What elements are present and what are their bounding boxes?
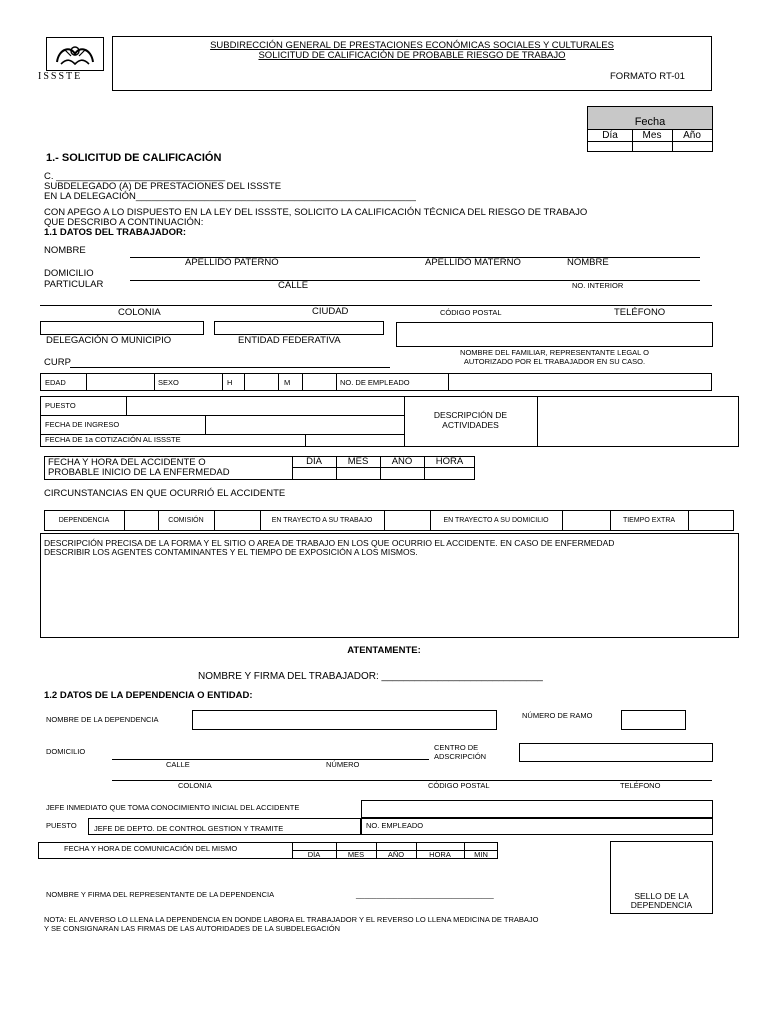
accidente-dia-label: DÍA <box>306 456 322 467</box>
note-line1: NOTA: EL ANVERSO LO LLENA LA DEPENDENCIA EN DONDE LABORA EL TRABAJADOR Y EL REVERSO LO LLENA MEDICINA DE TRABAJO <box>44 915 539 924</box>
puesto-label: PUESTO <box>45 401 76 410</box>
date-day-label: Día <box>602 130 618 141</box>
checkbox-trayecto-domicilio[interactable] <box>563 511 609 530</box>
nombre-label: NOMBRE <box>44 245 86 256</box>
option-tiempo-extra: TIEMPO EXTRA <box>622 517 676 524</box>
calle-label: CALLE <box>278 280 309 291</box>
representante-label: NOMBRE Y FIRMA DEL REPRESENTANTE DE LA DEPENDENCIA <box>46 890 275 899</box>
descripcion-actividades-line2: ACTIVIDADES <box>442 420 499 430</box>
checkbox-tiempo-extra[interactable] <box>689 511 733 530</box>
descripcion-accidente-line1: DESCRIPCIÓN PRECISA DE LA FORMA Y EL SITIO O AREA DE TRABAJO EN LOS QUE OCURRIO EL ACCIDENTE. EN CASO DE ENFERMEDAD <box>44 538 615 548</box>
apellido-materno-label: APELLIDO MATERNO <box>425 257 521 268</box>
jefe-puesto-label: PUESTO <box>46 821 77 830</box>
particular-label: PARTICULAR <box>44 279 104 290</box>
curp-label: CURP <box>44 357 71 368</box>
option-trayecto-domicilio: EN TRAYECTO A SU DOMICILIO <box>443 517 549 524</box>
colonia-label: COLONIA <box>118 307 161 318</box>
header-title-line1: SUBDIRECCIÓN GENERAL DE PRESTACIONES ECONÓMICAS SOCIALES Y CULTURALES <box>210 40 614 51</box>
format-code: FORMATO RT-01 <box>610 71 685 82</box>
comunicacion-anio-label: AÑO <box>387 850 405 859</box>
jefe-inmediato-label: JEFE INMEDIATO QUE TOMA CONOCIMIENTO INICIAL DEL ACCIDENTE <box>46 803 300 812</box>
no-empleado-field[interactable] <box>449 374 711 390</box>
centro-adscripcion-line1: CENTRO DE <box>434 743 479 752</box>
fecha-accidente-line1: FECHA Y HORA DEL ACCIDENTE O <box>48 457 206 468</box>
dependency-heading: 1.2 DATOS DE LA DEPENDENCIA O ENTIDAD: <box>44 690 253 701</box>
domicilio-dependencia-label: DOMICILIO <box>46 747 86 756</box>
apego-line1: CON APEGO A LO DISPUESTO EN LA LEY DEL ISSSTE, SOLICITO LA CALIFICACIÓN TÉCNICA DEL RIESGO DE TRABAJO <box>44 207 588 218</box>
sexo-label: SEXO <box>158 378 179 387</box>
nombre-dependencia-field[interactable] <box>192 710 497 730</box>
date-box-title: Fecha <box>588 107 712 129</box>
apellido-paterno-label: APELLIDO PATERNO <box>185 257 279 268</box>
dep-numero-label: NÚMERO <box>326 760 360 769</box>
descripcion-actividades-field[interactable] <box>538 397 738 446</box>
numero-ramo-field[interactable] <box>621 710 686 730</box>
descripcion-accidente-line2: DESCRIBIR LOS AGENTES CONTAMINANTES Y EL TIEMPO DE EXPOSICIÓN A LOS MISMOS. <box>44 547 418 557</box>
comunicacion-min-label: MIN <box>474 850 488 859</box>
checkbox-trayecto-trabajo[interactable] <box>385 511 429 530</box>
delegacion-municipio-label: DELEGACIÓN O MUNICIPIO <box>46 335 172 346</box>
nombre-sub-label: NOMBRE <box>567 257 609 268</box>
familiar-label-line1: NOMBRE DEL FAMILIAR, REPRESENTANTE LEGAL O <box>460 348 649 357</box>
option-comision: COMISIÓN <box>168 517 204 524</box>
recipient-line: C. ________________________________ <box>44 171 226 182</box>
atentamente-label: ATENTAMENTE: <box>347 645 421 656</box>
option-dependencia: DEPENDENCIA <box>58 517 110 524</box>
issste-logo-box <box>46 37 104 71</box>
date-box <box>587 106 713 152</box>
section1-heading: 1.- SOLICITUD DE CALIFICACIÓN <box>46 152 222 164</box>
sello-line1: SELLO DE LA <box>634 891 689 901</box>
firma-trabajador-label: NOMBRE Y FIRMA DEL TRABAJADOR: _____________________________ <box>198 671 543 682</box>
no-interior-label: NO. INTERIOR <box>572 281 624 290</box>
issste-logo-icon <box>47 38 103 70</box>
codigo-postal-label: CÓDIGO POSTAL <box>440 308 502 317</box>
sello-line2: DEPENDENCIA <box>630 900 693 910</box>
dep-telefono-label: TELÉFONO <box>620 781 661 790</box>
domicilio-label: DOMICILIO <box>44 268 94 279</box>
jefe-puesto-value: JEFE DE DEPTO. DE CONTROL GESTION Y TRAMITE <box>94 824 284 833</box>
comunicacion-dia-label: DÍA <box>307 850 321 859</box>
entidad-federativa-label: ENTIDAD FEDERATIVA <box>238 335 341 346</box>
descripcion-actividades-line1: DESCRIPCIÓN DE <box>433 410 508 420</box>
numero-ramo-label: NÚMERO DE RAMO <box>522 711 593 720</box>
delegacion-municipio-field[interactable] <box>40 321 204 335</box>
date-month-label: Mes <box>642 130 662 141</box>
dep-calle-label: CALLE <box>166 760 190 769</box>
no-empleado-label: NO. DE EMPLEADO <box>340 378 410 387</box>
issste-logo-text: ISSSTE <box>38 71 83 82</box>
jefe-no-empleado-label: NO. EMPLEADO <box>366 821 424 830</box>
representante-signature-line[interactable]: _________________________________ <box>356 890 494 899</box>
accidente-mes-label: MES <box>347 456 369 467</box>
fecha-accidente-line2: PROBABLE INICIO DE LA ENFERMEDAD <box>48 467 230 478</box>
fecha-cotizacion-label: FECHA DE 1a COTIZACIÓN AL ISSSTE <box>45 435 181 444</box>
puesto-field[interactable] <box>127 397 403 414</box>
ciudad-label: CIUDAD <box>312 306 349 317</box>
note-line2: Y SE CONSIGNARAN LAS FIRMAS DE LAS AUTORIDADES DE LA SUBDELEGACIÓN <box>44 924 341 933</box>
entidad-federativa-field[interactable] <box>214 321 384 335</box>
subdelegado-label: SUBDELEGADO (A) DE PRESTACIONES DEL ISSSTE <box>44 181 282 192</box>
comunicacion-mes-label: MES <box>347 850 365 859</box>
checkbox-dependencia[interactable] <box>125 511 157 530</box>
edad-label: EDAD <box>45 378 66 387</box>
fecha-comunicacion-label: FECHA Y HORA DE COMUNICACIÓN DEL MISMO <box>64 844 238 853</box>
fecha-ingreso-label: FECHA DE INGRESO <box>45 420 120 429</box>
accidente-hora-label: HORA <box>435 456 464 467</box>
delegacion-line: EN LA DELEGACIÓN_____________________________________________________ <box>44 191 416 202</box>
jefe-inmediato-field[interactable] <box>361 800 713 818</box>
header-title-line2: SOLICITUD DE CALIFICACIÓN DE PROBABLE RIESGO DE TRABAJO <box>258 50 566 61</box>
checkbox-comision[interactable] <box>215 511 259 530</box>
curp-line[interactable] <box>70 367 390 368</box>
dep-codigo-postal-label: CÓDIGO POSTAL <box>428 781 490 790</box>
date-year-label: Año <box>683 130 701 141</box>
option-trayecto-trabajo: EN TRAYECTO A SU TRABAJO <box>271 517 373 524</box>
dep-colonia-label: COLONIA <box>178 781 212 790</box>
familiar-field[interactable] <box>396 322 713 347</box>
worker-heading: 1.1 DATOS DEL TRABAJADOR: <box>44 227 186 238</box>
familiar-label-line2: AUTORIZADO POR EL TRABAJADOR EN SU CASO. <box>463 357 646 366</box>
sexo-m-label: M <box>284 378 291 387</box>
sexo-h-label: H <box>227 378 233 387</box>
edad-field[interactable] <box>87 374 153 390</box>
telefono-label: TELÉFONO <box>614 307 666 318</box>
centro-adscripcion-field[interactable] <box>519 743 713 762</box>
comunicacion-hora-label: HORA <box>429 850 451 859</box>
colonia-line[interactable] <box>40 305 712 306</box>
centro-adscripcion-line2: ADSCRIPCIÓN <box>434 752 487 761</box>
accidente-anio-label: AÑO <box>391 456 413 467</box>
circunstancias-label: CIRCUNSTANCIAS EN QUE OCURRIÓ EL ACCIDENTE <box>44 488 286 499</box>
nombre-dependencia-label: NOMBRE DE LA DEPENDENCIA <box>46 715 159 724</box>
domicilio-dependencia-line[interactable] <box>112 759 429 760</box>
apego-line2: QUE DESCRIBO A CONTINUACIÓN: <box>44 217 204 228</box>
